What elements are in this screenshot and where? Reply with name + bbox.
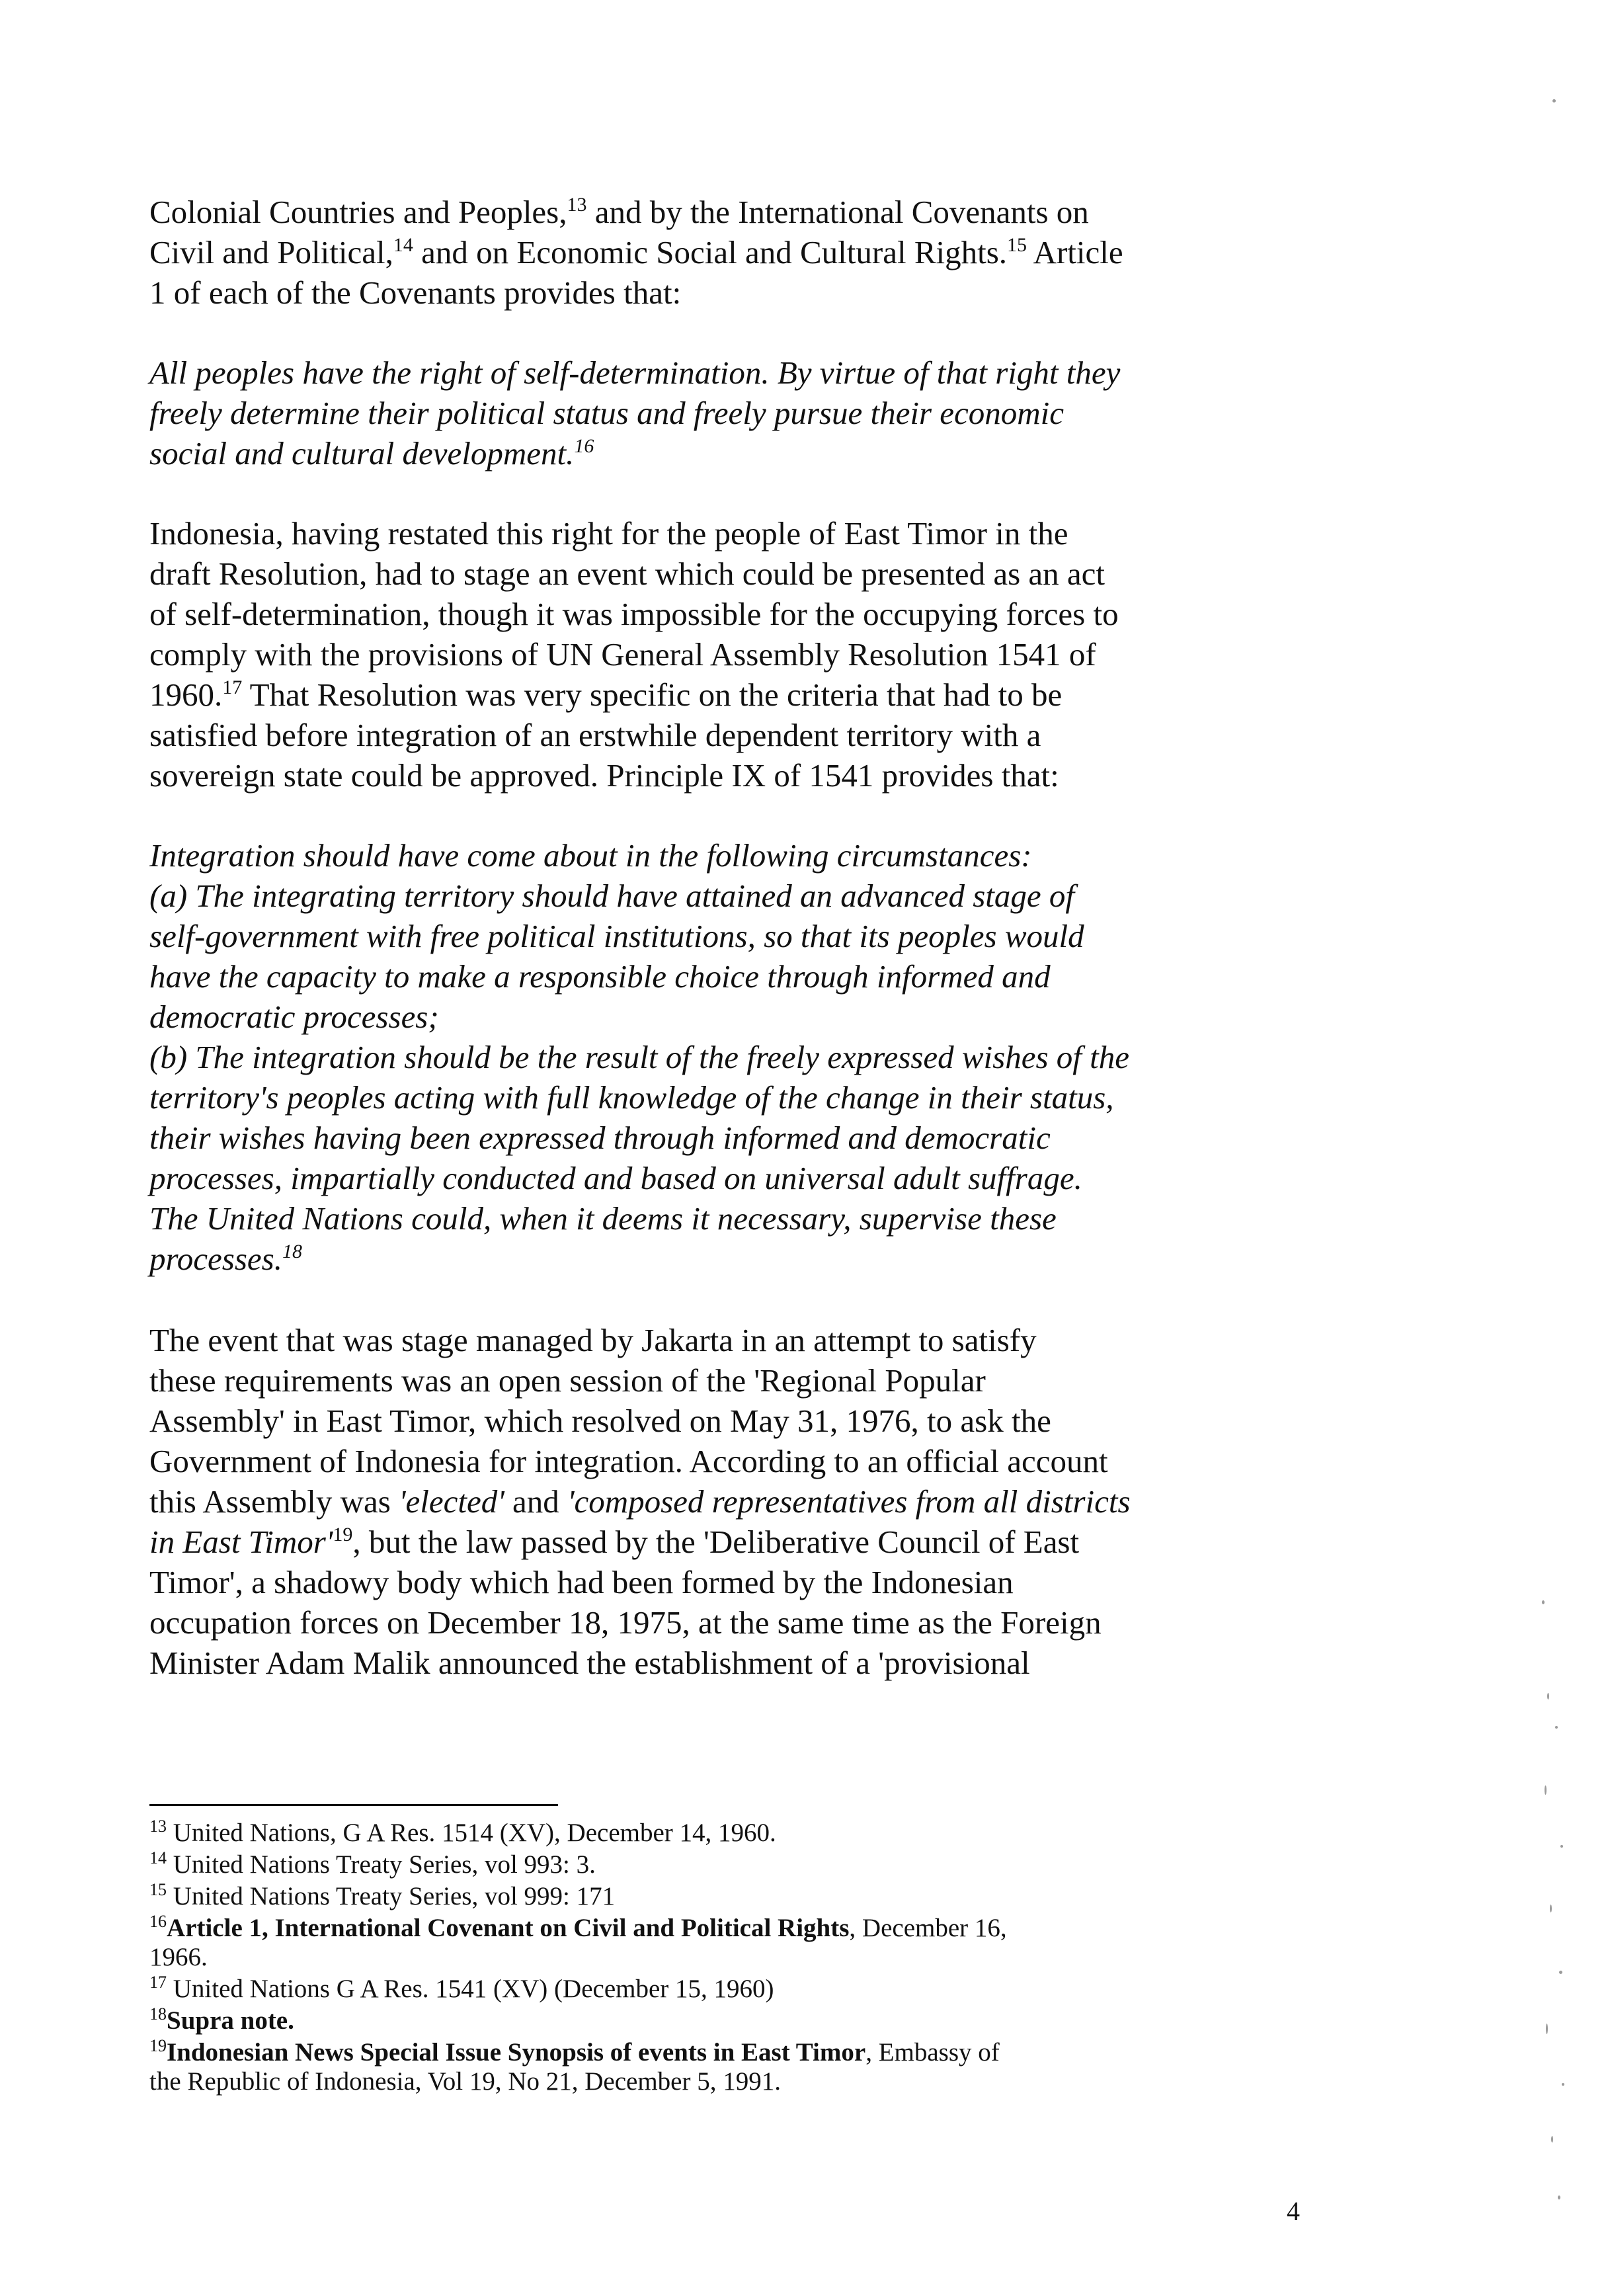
paragraph-indonesia xyxy=(149,513,1326,796)
quote-text: All peoples have the right of self-determination. By virtue of that right they freely determine their political status and freely pursue their economic social and cultural development. xyxy=(149,354,1121,472)
footnote-title: Supra note. xyxy=(167,2006,294,2035)
text-run: and xyxy=(504,1483,567,1520)
quote-text: Integration should have come about in the following circumstances: (a) The integrating territory should have attained an advanced stage of self-government with free political institutions, so that its peoples would have the capacity to make a responsible choice through informed and democratic processes; (b) The integration should be the result of the freely expressed wishes of the territory's peoples acting with full knowledge of the change in their status, their wishes having been expressed through informed and democratic processes, impartially conducted and based on universal adult suffrage. The United Nations could, when it deems it necessary, supervise these processes. xyxy=(149,837,1129,1277)
scan-speck xyxy=(1546,2024,1548,2034)
text-run: and on Economic Social and Cultural Rights. xyxy=(413,234,1008,270)
text-run: That Resolution was very specific on the criteria that had to be satisfied before integration of an erstwhile dependent territory with a sovereign state could be approved. Principle IX of 1541 provides that: xyxy=(149,676,1063,794)
text-run: Indonesia, having restated this right for the people of East Timor in the draft Resolution, had to stage an event which could be presented as an act of self-determination, though it was impossible for the occupying forces to comply with the provisions of UN General Assembly Resolution 1541 of 1960. xyxy=(149,515,1119,713)
scan-speck xyxy=(1547,1693,1549,1700)
footnote-text: United Nations G A Res. 1541 (XV) (December 15, 1960) xyxy=(167,1975,774,2003)
footnote-14 xyxy=(149,1850,1326,1879)
text-run: Article 1 of each of the Covenants provides that: xyxy=(149,234,1123,311)
footnote-ref-19[interactable]: 19 xyxy=(333,1524,353,1545)
footnote-title: Article 1, International Covenant on Civil and Political Rights xyxy=(167,1914,850,1942)
footnote-ref-14[interactable]: 14 xyxy=(393,234,413,256)
scan-speck xyxy=(1559,1971,1562,1974)
scan-speck xyxy=(1545,1785,1547,1795)
footnotes xyxy=(149,1819,1326,2099)
page-number: 4 xyxy=(1287,2196,1300,2226)
scan-speck xyxy=(1558,2195,1560,2199)
italic-run: 'elected' xyxy=(399,1483,504,1520)
text-run: Colonial Countries and Peoples, xyxy=(149,194,567,230)
footnote-number: 17 xyxy=(149,1973,167,1992)
text-run: and by the International Covenants on Civil and Political, xyxy=(149,194,1089,270)
footnote-17 xyxy=(149,1975,1326,2004)
text-run: , but the law passed by the 'Deliberative Council of East Timor', a shadowy body which had been formed by the Indonesian occupation forces on December 18, 1975, at the same time as the Foreign Minister Adam Malik announced the establishment of a 'provisional xyxy=(149,1524,1102,1681)
footnote-text: United Nations Treaty Series, vol 999: 171 xyxy=(167,1882,616,1910)
footnote-text: , December 16, 1966. xyxy=(149,1914,1007,1971)
footnote-text: United Nations, G A Res. 1514 (XV), December 14, 1960. xyxy=(167,1819,776,1847)
paragraph-covenants xyxy=(149,192,1326,313)
italic-run: 'composed representatives from all districts in East Timor' xyxy=(149,1483,1131,1560)
quote-principle-ix xyxy=(149,835,1326,1279)
footnote-13 xyxy=(149,1819,1326,1848)
footnote-ref-16[interactable]: 16 xyxy=(574,435,594,457)
footnote-divider xyxy=(149,1804,558,1806)
footnote-number: 19 xyxy=(149,2036,167,2055)
footnote-title: Indonesian News Special Issue Synopsis of events in East Timor xyxy=(167,2038,866,2067)
footnote-ref-15[interactable]: 15 xyxy=(1007,234,1027,256)
scan-speck xyxy=(1562,2083,1564,2086)
scan-speck xyxy=(1550,1905,1552,1912)
footnote-number: 13 xyxy=(149,1817,167,1836)
scan-speck xyxy=(1555,1726,1558,1729)
scan-speck xyxy=(1552,99,1556,102)
footnote-ref-18[interactable]: 18 xyxy=(282,1241,302,1262)
footnote-text: , Embassy of the Republic of Indonesia, Vol 19, No 21, December 5, 1991. xyxy=(149,2038,1000,2096)
footnote-number: 14 xyxy=(149,1848,167,1867)
footnote-ref-17[interactable]: 17 xyxy=(222,676,243,698)
text-run: The event that was stage managed by Jakarta in an attempt to satisfy these requirements was an open session of the 'Regional Popular Assembly' in East Timor, which resolved on May 31, 1976, to ask the Government of Indonesia for integration. According to an official account this Assembly was xyxy=(149,1322,1108,1520)
body-text xyxy=(149,192,1326,1683)
footnote-19 xyxy=(149,2038,1326,2096)
footnote-18 xyxy=(149,2006,1326,2035)
quote-article-1 xyxy=(149,352,1326,473)
footnote-text: United Nations Treaty Series, vol 993: 3. xyxy=(167,1850,596,1879)
scan-speck xyxy=(1560,1845,1563,1848)
footnote-number: 16 xyxy=(149,1912,167,1931)
footnote-15 xyxy=(149,1882,1326,1911)
scan-speck xyxy=(1542,1600,1545,1604)
footnote-16 xyxy=(149,1914,1326,1972)
footnote-number: 18 xyxy=(149,2004,167,2024)
footnote-number: 15 xyxy=(149,1880,167,1899)
paragraph-assembly xyxy=(149,1320,1326,1683)
scan-speck xyxy=(1551,2136,1553,2143)
footnote-ref-13[interactable]: 13 xyxy=(567,194,587,216)
